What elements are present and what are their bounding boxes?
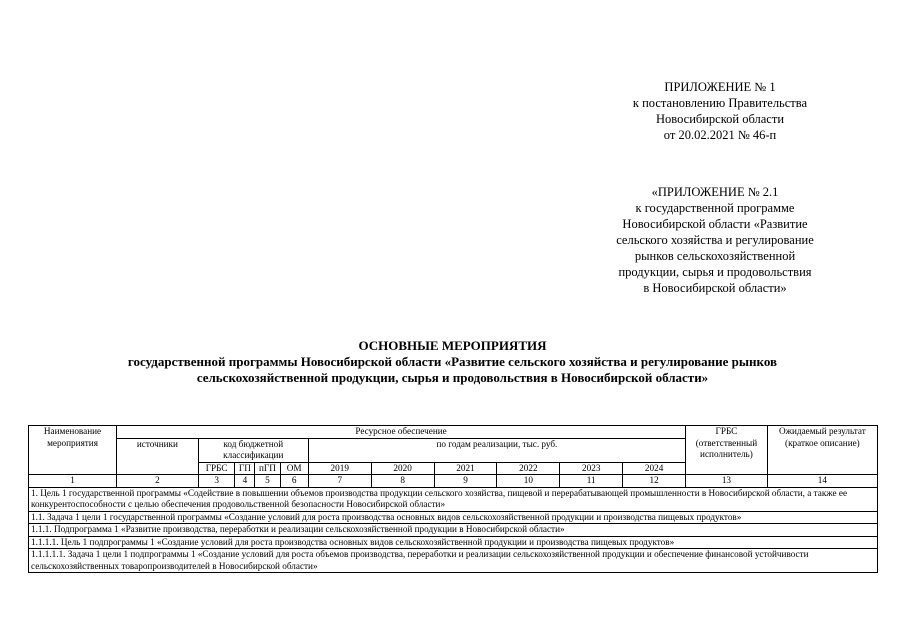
- approval-1-line: ПРИЛОЖЕНИЕ № 1: [664, 80, 776, 94]
- table-row: 1.1.1.1.1. Задача 1 цели 1 подпрограммы 1 «Создание условий для роста объемов производства, переработки и реализации сельскохозяйственной продукции и обеспечение финансовой устойчивости сельскохозяйственных товаропроизводителей в Новосибирской области»: [29, 549, 878, 573]
- header-expected: Ожидаемый результат (краткое описание): [767, 426, 877, 475]
- header-year: 2024: [623, 462, 686, 475]
- column-number: 11: [560, 475, 623, 488]
- column-number: 12: [623, 475, 686, 488]
- table-row: 1.1. Задача 1 цели 1 государственной программы «Создание условий для роста производства основных видов сельскохозяйственной продукции и производства пищевых продуктов»: [29, 511, 878, 524]
- approval-2-line: к государственной программе: [635, 201, 795, 215]
- approval-2-line: «ПРИЛОЖЕНИЕ № 2.1: [651, 185, 779, 199]
- header-year: 2020: [371, 462, 434, 475]
- table-row: 1. Цель 1 государственной программы «Содействие в повышении объемов производства продукции сельского хозяйства, пищевой и перерабатывающей промышленности в Новосибирской области, а также ее конкурентоспособности с целью обеспечения продовольственной безопасности Новосибирской области»: [29, 487, 878, 511]
- title-line-3: сельскохозяйственной продукции, сырья и продовольствия в Новосибирской области»: [196, 370, 709, 385]
- approval-2-line: в Новосибирской области»: [643, 281, 787, 295]
- header-gp: ГП: [235, 462, 255, 475]
- column-number: 6: [280, 475, 308, 488]
- column-number: 13: [686, 475, 768, 488]
- column-number: 8: [371, 475, 434, 488]
- header-pgp: пГП: [255, 462, 280, 475]
- approval-1-line: Новосибирской области: [655, 112, 785, 126]
- header-year: 2019: [308, 462, 371, 475]
- approval-1-line: к постановлению Правительства: [632, 96, 808, 110]
- column-number: 2: [117, 475, 199, 488]
- approval-2-line: рынков сельскохозяйственной: [634, 249, 796, 263]
- header-om: ОМ: [280, 462, 308, 475]
- title-line-2: государственной программы Новосибирской области «Развитие сельского хозяйства и регулирование рынков: [127, 354, 778, 369]
- title-line-1: ОСНОВНЫЕ МЕРОПРИЯТИЯ: [358, 338, 547, 353]
- document-title: [0, 338, 905, 386]
- header-name: Наименование мероприятия: [29, 426, 117, 475]
- approval-2-line: Новосибирской области «Развитие: [622, 217, 808, 231]
- approval-2-line: продукции, сырья и продовольствия: [618, 265, 812, 279]
- header-grbs: ГРБС (ответственный исполнитель): [686, 426, 768, 475]
- column-number: 7: [308, 475, 371, 488]
- header-year: 2022: [497, 462, 560, 475]
- approval-block-1: [600, 79, 840, 143]
- table-row: 1.1.1. Подпрограмма 1 «Развитие производства, переработки и реализации сельскохозяйственной продукции в Новосибирской области»: [29, 524, 878, 537]
- approval-2-line: сельского хозяйства и регулирование: [616, 233, 814, 247]
- column-number: 10: [497, 475, 560, 488]
- activities-table: [28, 425, 878, 573]
- column-number: 14: [767, 475, 877, 488]
- column-number: 4: [235, 475, 255, 488]
- approval-block-2: [575, 184, 855, 296]
- approval-1-line: от 20.02.2021 № 46-п: [663, 128, 777, 142]
- header-grbs-short: ГРБС: [198, 462, 235, 475]
- header-year: 2021: [434, 462, 497, 475]
- column-number: 5: [255, 475, 280, 488]
- header-year: 2023: [560, 462, 623, 475]
- header-by-years: по годам реализации, тыс. руб.: [308, 438, 685, 462]
- column-number: 9: [434, 475, 497, 488]
- column-number: 1: [29, 475, 117, 488]
- header-budget-code: код бюджетной классификации: [198, 438, 308, 462]
- table-row: 1.1.1.1. Цель 1 подпрограммы 1 «Создание условий для роста производства основных видов сельскохозяйственной продукции и производства пищевых продуктов»: [29, 536, 878, 549]
- header-resources: Ресурсное обеспечение: [117, 426, 686, 439]
- header-sources: источники: [117, 438, 199, 475]
- column-number: 3: [198, 475, 235, 488]
